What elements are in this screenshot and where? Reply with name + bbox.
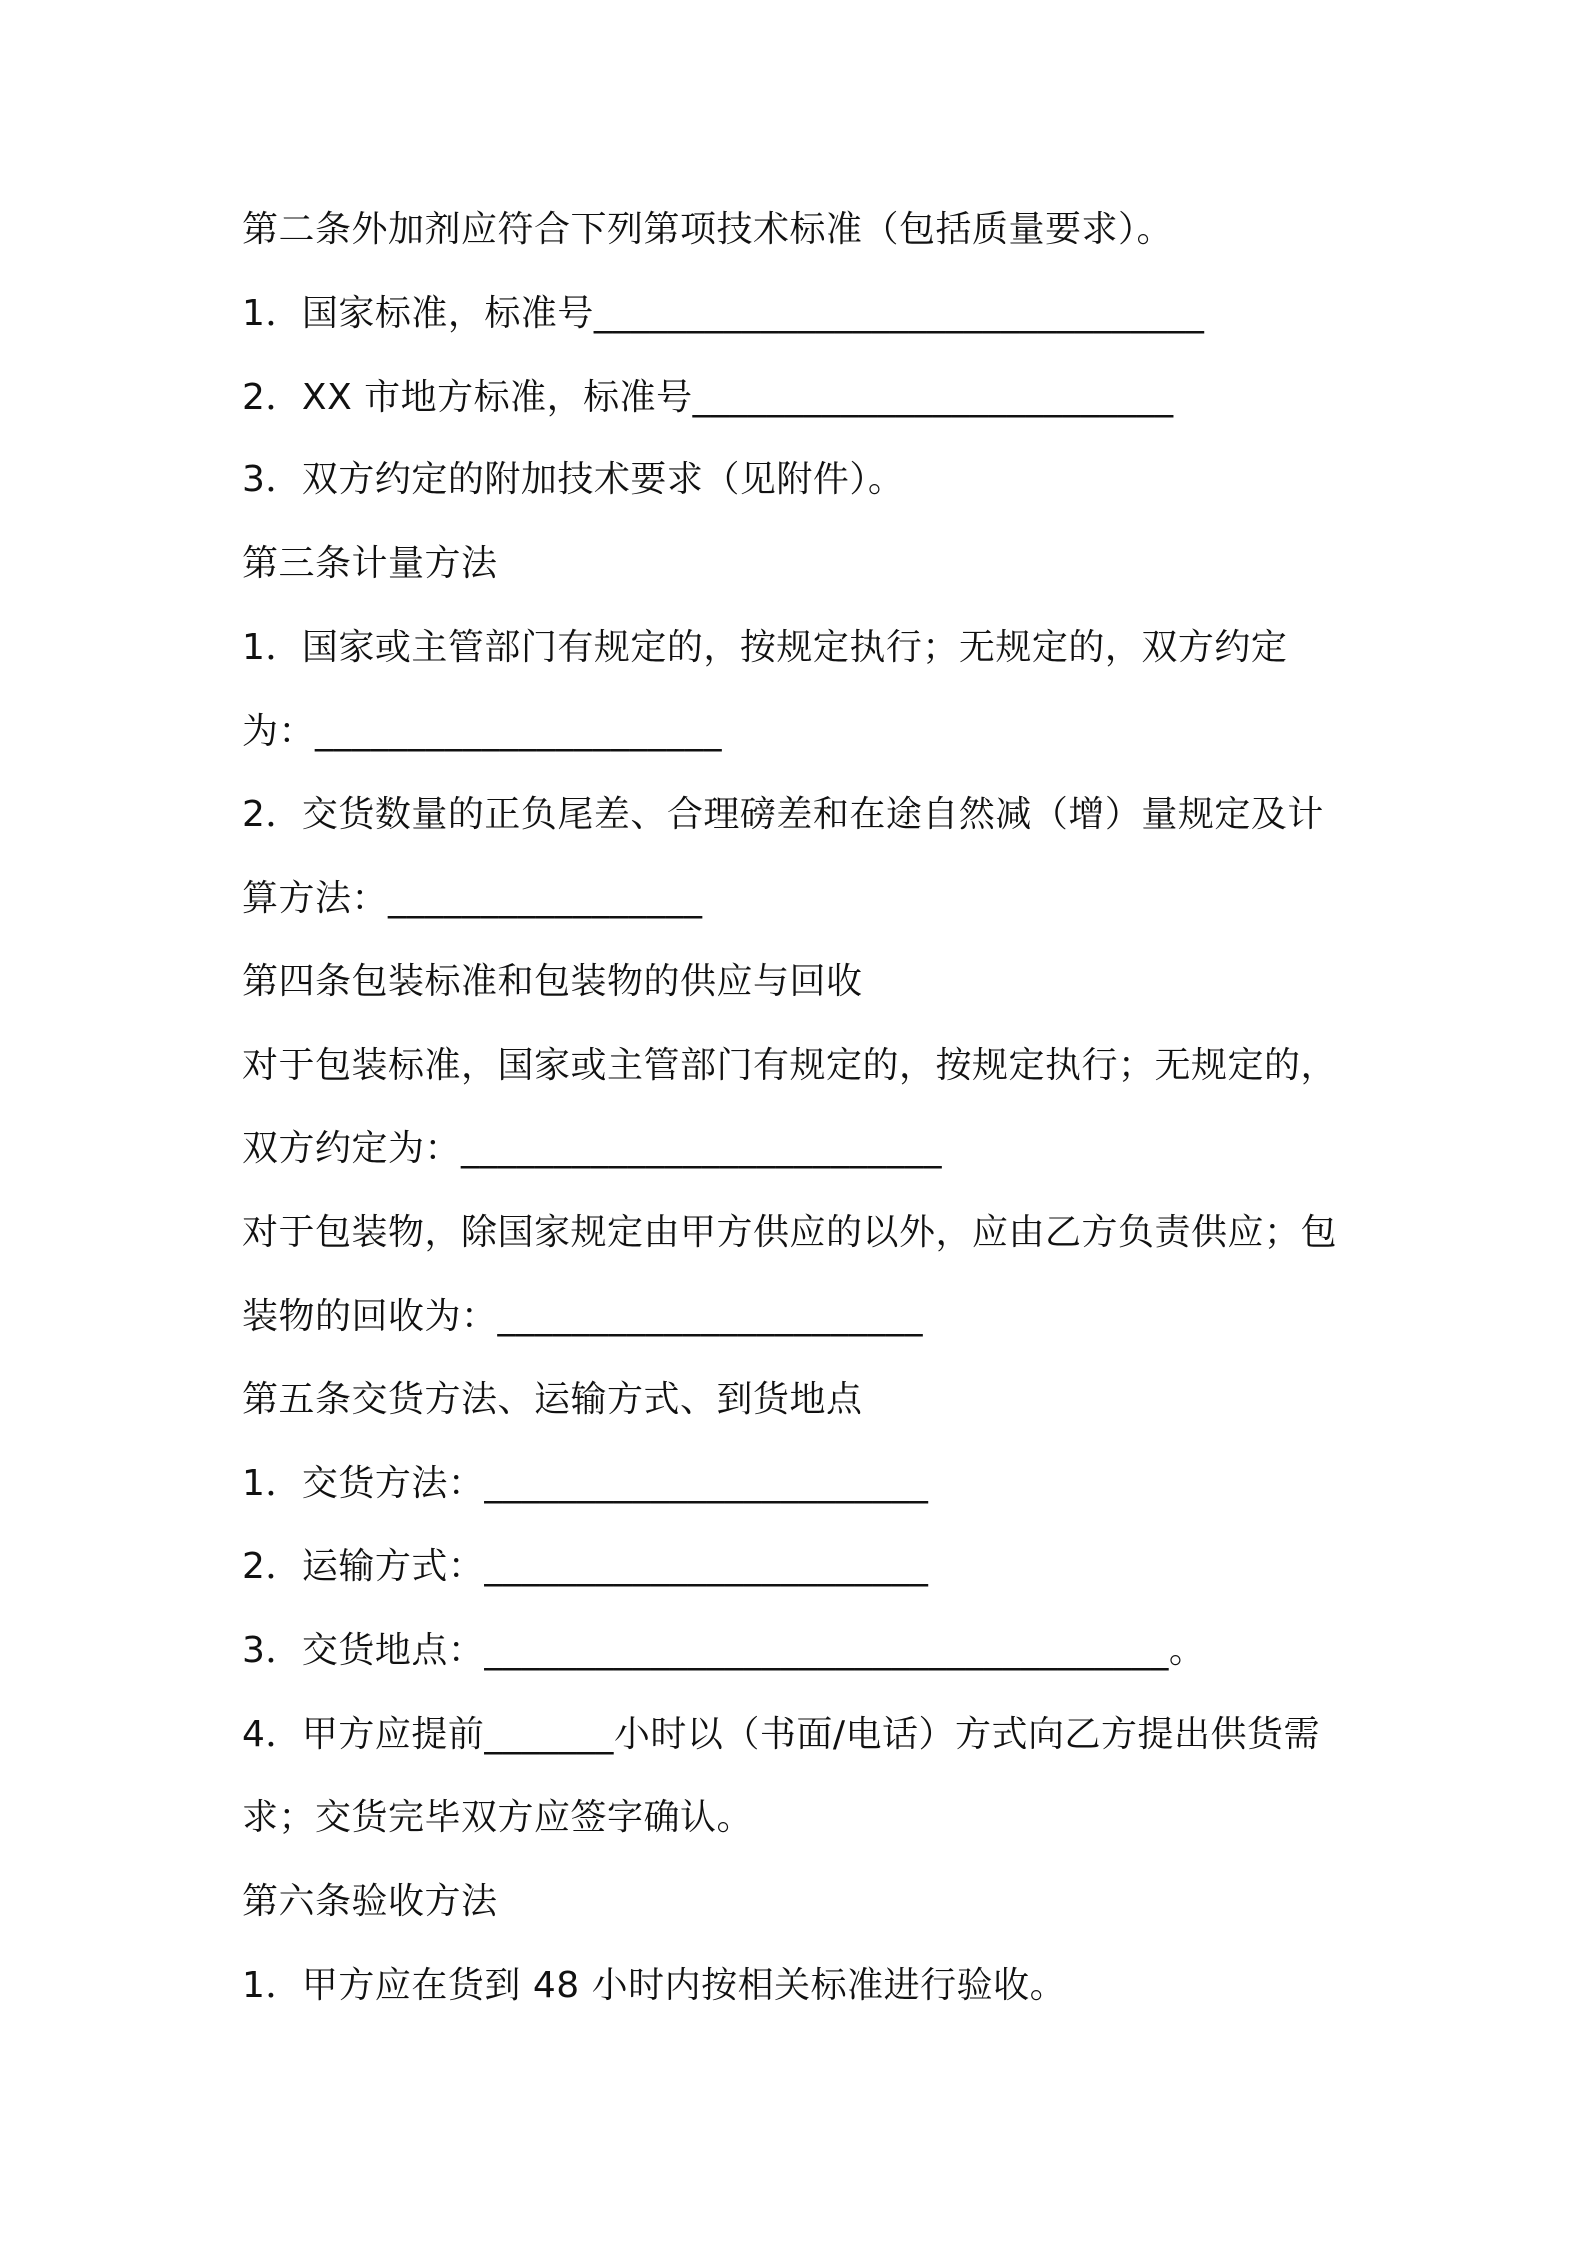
article-5-item-1: 1．交货方法：________________________	[242, 1463, 929, 1504]
article-4-para-1-cont: 双方约定为：__________________________	[242, 1128, 943, 1169]
article-6-heading: 第六条验收方法	[242, 1881, 498, 1922]
article-4-para-2-cont: 装物的回收为：_______________________	[242, 1296, 924, 1337]
article-2-heading: 第二条外加剂应符合下列第项技术标准（包括质量要求）。	[242, 209, 1174, 250]
article-5-item-3: 3．交货地点：_____________________________________。	[242, 1630, 1206, 1671]
article-2-item-2: 2．XX 市地方标准，标准号__________________________	[242, 377, 1174, 418]
article-5-item-4: 4．甲方应提前_______小时以（书面/电话）方式向乙方提出供货需	[242, 1714, 1321, 1755]
article-4-para-2: 对于包装物，除国家规定由甲方供应的以外，应由乙方负责供应；包	[242, 1212, 1338, 1253]
article-3-item-2: 2．交货数量的正负尾差、合理磅差和在途自然减（增）量规定及计	[242, 794, 1324, 835]
article-2-item-3: 3．双方约定的附加技术要求（见附件）。	[242, 459, 905, 500]
article-3-heading: 第三条计量方法	[242, 543, 498, 584]
article-5-heading: 第五条交货方法、运输方式、到货地点	[242, 1379, 863, 1420]
article-3-item-1-cont: 为：______________________	[242, 711, 723, 752]
article-5-item-4-cont: 求；交货完毕双方应签字确认。	[242, 1797, 754, 1838]
article-5-item-2: 2．运输方式：________________________	[242, 1546, 929, 1587]
article-3-item-2-cont: 算方法：_________________	[242, 878, 703, 919]
article-2-item-1: 1．国家标准，标准号_________________________________	[242, 293, 1205, 334]
article-4-para-1: 对于包装标准，国家或主管部门有规定的，按规定执行；无规定的，	[242, 1045, 1338, 1086]
article-3-item-1: 1．国家或主管部门有规定的，按规定执行；无规定的，双方约定	[242, 627, 1288, 668]
article-4-heading: 第四条包装标准和包装物的供应与回收	[242, 961, 863, 1002]
article-6-item-1: 1．甲方应在货到 48 小时内按相关标准进行验收。	[242, 1965, 1067, 2006]
